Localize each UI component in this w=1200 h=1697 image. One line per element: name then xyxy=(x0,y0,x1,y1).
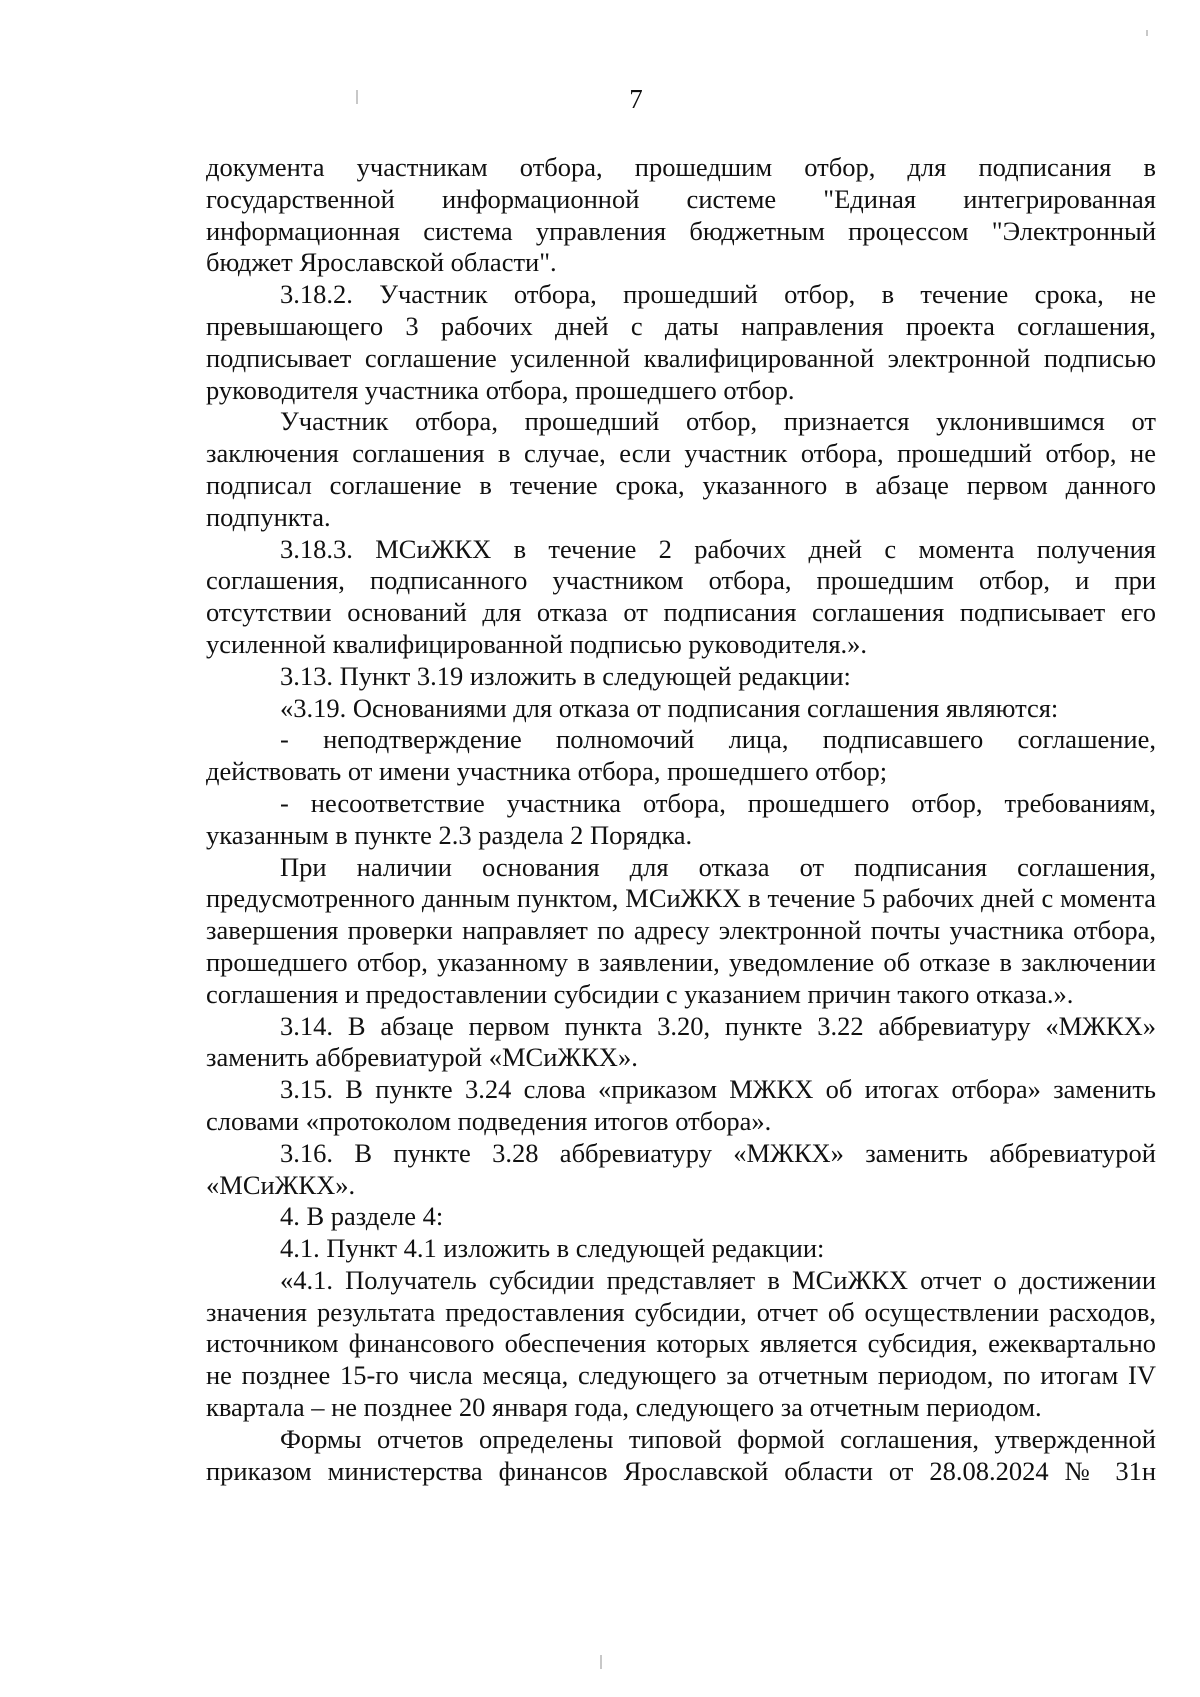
list-item-noncompliance: - несоответствие участника отбора, прошедшего отбор, требованиям, указанным в пункте 2.3 раздела 2 Порядка. xyxy=(206,787,1156,850)
scan-speck xyxy=(600,1655,602,1669)
paragraph-refusal-notice: При наличии основания для отказа от подписания соглашения, предусмотренного данным пунктом, МСиЖКХ в течение 5 рабочих дней с момента завершения проверки направляет по адресу электронной почты участника отбора, прошедшего отбор, указанному в заявлении, уведомление об отказе в заключении соглашения и предоставлении субсидии с указанием причин такого отказа.». xyxy=(206,851,1156,1009)
paragraph-4-1: «4.1. Получатель субсидии представляет в МСиЖКХ отчет о достижении значения результата предоставления субсидии, отчет об осуществлении расходов, источником финансового обеспечения которых является субсидия, ежеквартально не позднее 15-го числа месяца, следующего за отчетным периодом, по итогам IV квартала – не позднее 20 января года, следующего за отчетным периодом. xyxy=(206,1264,1156,1423)
scan-speck xyxy=(1146,30,1148,36)
paragraph-report-forms: Формы отчетов определены типовой формой соглашения, утвержденной приказом министерства финансов Ярославской области от 28.08.2024 № 31н xyxy=(206,1423,1156,1486)
page-number: 7 xyxy=(629,84,643,114)
paragraph-evasion: Участник отбора, прошедший отбор, признается уклонившимся от заключения соглашения в случае, если участник отбора, прошедший отбор, не подписал соглашение в течение срока, указанного в абзаце первом данного подпункта. xyxy=(206,406,1156,532)
list-item-authority: - неподтверждение полномочий лица, подписавшего соглашение, действовать от имени участника отбора, прошедшего отбор; xyxy=(206,724,1156,787)
paragraph-continuation: документа участникам отбора, прошедшим отбор, для подписания в государственной информационной системе "Единая интегрированная информационная система управления бюджетным процессом "Электронный бюджет Ярославской области". xyxy=(206,152,1156,278)
paragraph-3-18-2: 3.18.2. Участник отбора, прошедший отбор, в течение срока, не превышающего 3 рабочих дней с даты направления проекта соглашения, подписывает соглашение усиленной квалифицированной электронной подписью руководителя участника отбора, прошедшего отбор. xyxy=(206,279,1156,405)
paragraph-3-16: 3.16. В пункте 3.28 аббревиатуру «МЖКХ» заменить аббревиатурой «МСиЖКХ». xyxy=(206,1137,1156,1200)
scan-speck xyxy=(356,90,358,104)
document-body xyxy=(206,152,1156,1487)
paragraph-3-19: «3.19. Основаниями для отказа от подписания соглашения являются: xyxy=(280,692,1059,723)
paragraph-4-1-heading: 4.1. Пункт 4.1 изложить в следующей редакции: xyxy=(280,1233,825,1264)
paragraph-3-14: 3.14. В абзаце первом пункта 3.20, пункте 3.22 аббревиатуру «МЖКХ» заменить аббревиатурой «МСиЖКХ». xyxy=(206,1010,1156,1073)
paragraph-3-18-3: 3.18.3. МСиЖКХ в течение 2 рабочих дней с момента получения соглашения, подписанного участником отбора, прошедшим отбор, и при отсутствии оснований для отказа от подписания соглашения подписывает его усиленной квалифицированной подписью руководителя.». xyxy=(206,533,1156,659)
paragraph-3-13: 3.13. Пункт 3.19 изложить в следующей редакции: xyxy=(280,660,851,691)
paragraph-3-15: 3.15. В пункте 3.24 слова «приказом МЖКХ об итогах отбора» заменить словами «протоколом подведения итогов отбора». xyxy=(206,1074,1156,1136)
paragraph-section-4: 4. В разделе 4: xyxy=(280,1201,444,1232)
